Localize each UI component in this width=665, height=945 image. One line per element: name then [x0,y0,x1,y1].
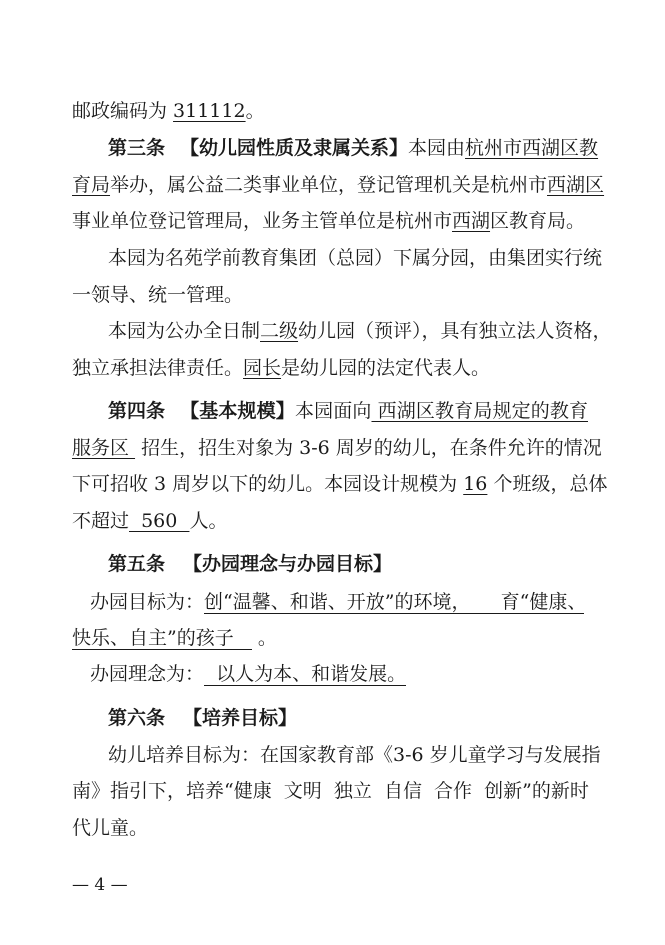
type-text-d: 是幼儿园的法定代表人。 [281,357,491,379]
group-paragraph-line-2 [72,283,243,307]
article-5-goal-2: 快乐、自主”的孩子 [72,627,252,649]
group-paragraph-line-1 [108,246,603,270]
article-5-label: 第五条 [108,553,166,575]
article-5-goal-label: 办园目标为： [90,591,205,613]
article-3-organizer-1: 杭州市西湖区教 [465,137,599,159]
type-text-a: 本园为公办全日制 [108,320,261,342]
article-5-philosophy: 以人为本、和谐发展。 [204,663,407,685]
type-paragraph-line-2 [72,356,490,380]
article-4-capacity: 560 [129,510,190,532]
article-4-text-b: 招生，招生对象为 3-6 周岁的幼儿，在条件允许的情况 [135,437,602,459]
article-4-area-2: 服务区 [72,437,136,459]
article-3-district-1: 西湖区 [547,174,605,196]
article-6-text-2: 南》指引下，培养“健康 文明 独立 自信 合作 创新”的新时 [72,780,589,802]
group-paragraph-text-2: 一领导、统一管理。 [72,284,244,306]
article-6-line-1 [108,706,297,730]
article-5-philosophy-label: 办园理念为： [90,663,205,685]
article-4-line-1 [72,399,588,423]
postcode-line [72,99,265,123]
article-3-line-1 [72,136,599,160]
article-3-line-3 [72,209,585,233]
article-3-organizer-2: 育局 [72,174,111,196]
article-4-text-a: 本园面向 [294,400,372,422]
article-5-goal-line-1 [90,590,587,614]
article-6-text-1: 幼儿培养目标为：在国家教育部《3-6 岁儿童学习与发展指 [108,744,601,766]
article-6-label: 第六条 [108,707,166,729]
article-4-line-4 [72,509,227,533]
article-3-text-d: 区教育局。 [490,210,586,232]
article-3-text-a: 本园由 [408,137,466,159]
article-3-text-b: 举办，属公益二类事业单位，登记管理机关是杭州市 [110,174,548,196]
article-3-label: 第三条 [108,137,166,159]
article-5-title: 【办园理念与办园目标】 [183,553,393,575]
type-director: 园长 [243,357,282,379]
article-4-classes: 16 [463,473,488,495]
article-4-label: 第四条 [108,400,166,422]
type-paragraph-line-1 [108,319,612,343]
article-4-text-d: 个班级，总体 [487,473,608,495]
article-5-goal-1: 创“温馨、和谐、开放”的环境， 育“健康、 [204,591,587,613]
postcode-value: 311112 [173,100,246,122]
postcode-lead: 邮政编码为 [72,100,174,122]
article-3-title: 【幼儿园性质及隶属关系】 [180,137,409,159]
type-text-c: 独立承担法律责任。 [72,357,244,379]
article-3-text-c: 事业单位登记管理局，业务主管单位是杭州市 [72,210,453,232]
article-4-area-1: 西湖区教育局规定的教育 [371,400,588,422]
article-4-text-e: 不超过 [72,510,130,532]
article-4-line-3 [72,472,608,496]
article-4-line-2 [72,436,602,460]
article-6-line-4 [72,816,148,840]
type-grade: 二级 [260,320,299,342]
postcode-end: 。 [245,100,265,122]
article-6-text-3: 代儿童。 [72,817,149,839]
article-5-philosophy-line [90,662,406,686]
article-3-district-2: 西湖 [452,210,491,232]
article-5-line-1 [108,552,392,576]
article-4-title: 【基本规模】 [180,400,295,422]
page-number: — 4 — [72,875,128,895]
article-5-goal-end: 。 [257,627,277,649]
article-5-goal-line-2 [72,626,277,650]
group-paragraph-text-1: 本园为名苑学前教育集团（总园）下属分园，由集团实行统 [108,247,603,269]
type-text-b: 幼儿园（预评），具有独立法人资格， [298,320,612,342]
article-3-line-2 [72,173,605,197]
article-6-line-2 [108,743,601,767]
article-4-text-f: 人。 [189,510,228,532]
article-4-text-c: 下可招收 3 周岁以下的幼儿。本园设计规模为 [72,473,464,495]
article-6-title: 【培养目标】 [183,707,298,729]
article-6-line-3 [72,779,588,803]
